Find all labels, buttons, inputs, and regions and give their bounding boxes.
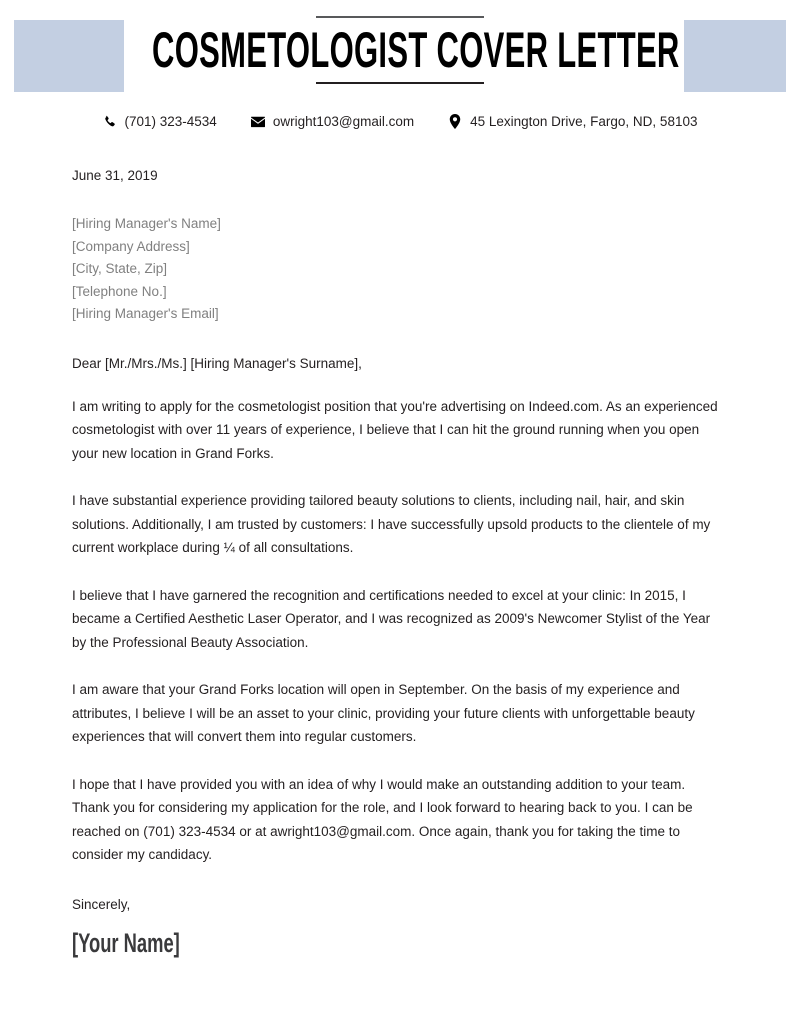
recipient-line: [Telephone No.] — [72, 283, 167, 299]
phone-icon — [103, 114, 117, 129]
body-paragraph: I am aware that your Grand Forks location will open in September. On the basis of my experience and attributes, I believe I will be an asset to your clinic, providing your future clients with unforgettable beauty experiences that will convert them into regular customers. — [72, 682, 695, 744]
body-paragraph: I believe that I have garnered the recognition and certifications needed to excel at your clinic: In 2015, I became a Certified Aesthetic Laser Operator, and I was recognized as 2009's Newcomer Stylist of the Year by the Professional Beauty Association. — [72, 587, 711, 650]
closing-line: Sincerely, — [72, 896, 131, 912]
location-pin-icon — [448, 114, 462, 129]
body-paragraph: I am writing to apply for the cosmetologist position that you're advertising on Indeed.com. As an experienced cosmetologist with over 11 years of experience, I believe that I can hit the ground running when you open your new location in Grand Forks. — [72, 398, 718, 461]
body-paragraph: I have substantial experience providing tailored beauty solutions to clients, including nail, hair, and skin solutions. Additionally, I am trusted by customers: I have successfully upsold products to the clientele of my current workplace during ¼ of all consultations. — [72, 493, 711, 555]
contact-email — [251, 114, 414, 129]
contact-email-value: owright103@gmail.com — [272, 114, 415, 129]
recipient-line: [Hiring Manager's Name] — [72, 216, 221, 231]
contact-address-value: 45 Lexington Drive, Fargo, ND, 58103 — [470, 114, 698, 129]
recipient-line: [Hiring Manager's Email] — [72, 306, 219, 321]
body-paragraph: I hope that I have provided you with an idea of why I would make an outstanding addition to your team. Thank you for considering my application for the role, and I look forward to hearing back to you. I can be reached on (701) 323-4534 or at awright103@gmail.com. Once again, thank you for taking the time to consider my candidacy. — [72, 776, 693, 862]
letter-date: June 31, 2019 — [72, 168, 158, 183]
contact-address — [448, 114, 697, 129]
recipient-line: [City, State, Zip] — [72, 261, 168, 276]
contact-phone-value: (701) 323-4534 — [124, 114, 217, 129]
page-title: COSMETOLOGIST COVER LETTER — [152, 22, 680, 78]
envelope-icon — [251, 114, 265, 129]
salutation: Dear [Mr./Mrs./Ms.] [Hiring Manager's Surname], — [72, 355, 362, 371]
recipient-block — [72, 213, 724, 326]
title-rule-bottom — [316, 82, 484, 84]
recipient-line: [Company Address] — [72, 238, 190, 254]
letter-body — [72, 168, 724, 958]
letter-header — [0, 0, 800, 100]
signature-name: [Your Name] — [72, 927, 180, 958]
contact-phone — [103, 114, 217, 129]
contact-bar — [0, 114, 800, 129]
title-area — [0, 0, 800, 84]
title-rule-top — [316, 16, 484, 18]
